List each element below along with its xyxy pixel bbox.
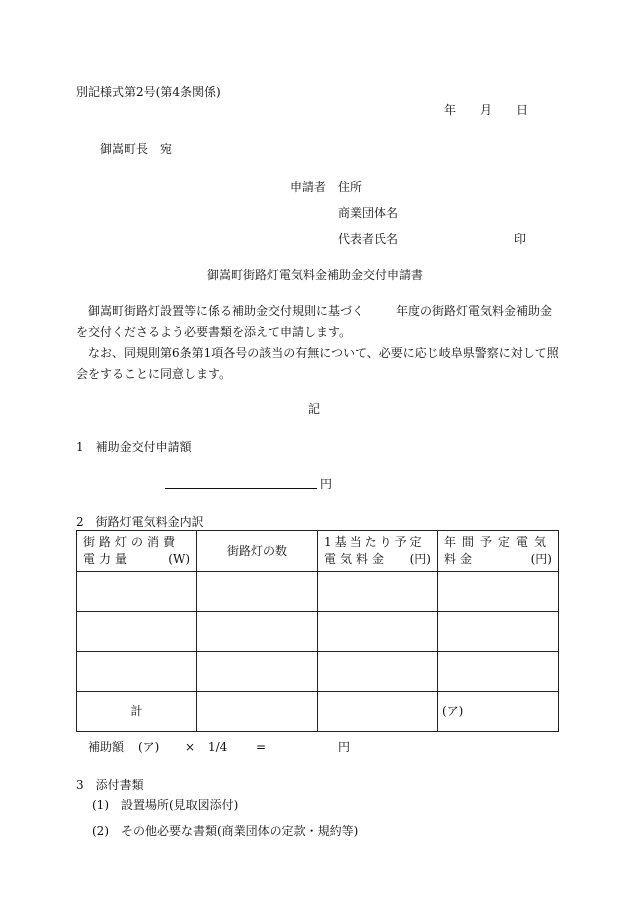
formula-term: (ア) bbox=[138, 740, 160, 754]
table-cell[interactable] bbox=[318, 692, 438, 732]
table-cell[interactable] bbox=[197, 652, 318, 692]
table-cell[interactable] bbox=[77, 612, 197, 652]
body-p2-line2: 会をすることに同意します。 bbox=[76, 367, 232, 381]
body-p1-line1: 御嵩町街路灯設置等に係る補助金交付規則に基づく bbox=[88, 304, 365, 318]
section2-heading: 2 街路灯電気料金内訳 bbox=[76, 515, 204, 529]
form-label: 別記様式第2号(第4条関係) bbox=[76, 85, 221, 99]
applicant-label: 申請者 bbox=[290, 180, 327, 194]
date-day: 日 bbox=[516, 103, 529, 117]
table-cell[interactable] bbox=[438, 612, 559, 652]
table-cell[interactable] bbox=[318, 612, 438, 652]
amount-blank-line bbox=[165, 488, 317, 489]
table-row bbox=[77, 652, 559, 692]
seal-mark: 印 bbox=[514, 232, 527, 246]
recipient: 御嵩町長 宛 bbox=[100, 142, 173, 156]
body-p1-line2: を交付くださるよう必要書類を添えて申請します。 bbox=[76, 325, 352, 339]
table-cell[interactable] bbox=[318, 572, 438, 612]
applicant-representative-label: 代表者氏名 bbox=[338, 232, 399, 246]
table-row bbox=[77, 612, 559, 652]
table-cell[interactable] bbox=[197, 612, 318, 652]
breakdown-table bbox=[76, 530, 559, 732]
col-annual-fee-header: 年間予定電気 料金 (円) bbox=[438, 531, 559, 572]
table-cell[interactable] bbox=[77, 652, 197, 692]
attachment-item-2: (2) その他必要な書類(商業団体の定款・規約等) bbox=[92, 824, 359, 838]
total-label: 計 bbox=[77, 692, 197, 732]
document-title: 御嵩町街路灯電気料金補助金交付申請書 bbox=[206, 268, 423, 282]
formula-unit: 円 bbox=[338, 740, 351, 754]
formula-times: × bbox=[185, 740, 196, 754]
body-p1-line1b: 年度の街路灯電気料金補助金 bbox=[396, 304, 553, 318]
section3-heading: 3 添付書類 bbox=[76, 778, 144, 792]
applicant-address-label: 住所 bbox=[338, 180, 363, 194]
col-unit-fee-header: 1基当たり予定 電気料金 (円) bbox=[318, 531, 438, 572]
table-cell[interactable] bbox=[318, 652, 438, 692]
formula-equals: = bbox=[256, 740, 267, 754]
section1-heading: 1 補助金交付申請額 bbox=[76, 440, 192, 454]
table-cell[interactable] bbox=[438, 652, 559, 692]
body-p2-line1: なお、同規則第6条第1項各号の該当の有無について、必要に応じ岐阜県警察に対して照 bbox=[88, 346, 559, 360]
date-year: 年 bbox=[444, 103, 457, 117]
col-count-header: 街路灯の数 bbox=[197, 531, 318, 572]
table-row bbox=[77, 572, 559, 612]
attachment-item-1: (1) 設置場所(見取図添付) bbox=[92, 798, 239, 812]
table-cell[interactable] bbox=[197, 692, 318, 732]
table-header-row bbox=[77, 531, 559, 572]
total-mark: (ア) bbox=[438, 692, 559, 732]
ki-mark: 記 bbox=[308, 402, 321, 416]
col-consumption-header: 街路灯の消費 電力量 (W) bbox=[77, 531, 197, 572]
table-cell[interactable] bbox=[438, 572, 559, 612]
formula-fraction: 1/4 bbox=[208, 740, 228, 754]
table-cell[interactable] bbox=[77, 572, 197, 612]
amount-unit: 円 bbox=[320, 477, 333, 491]
formula-label: 補助額 bbox=[88, 740, 125, 754]
table-total-row bbox=[77, 692, 559, 732]
date-month: 月 bbox=[480, 103, 493, 117]
applicant-group-label: 商業団体名 bbox=[338, 206, 399, 220]
table-cell[interactable] bbox=[197, 572, 318, 612]
